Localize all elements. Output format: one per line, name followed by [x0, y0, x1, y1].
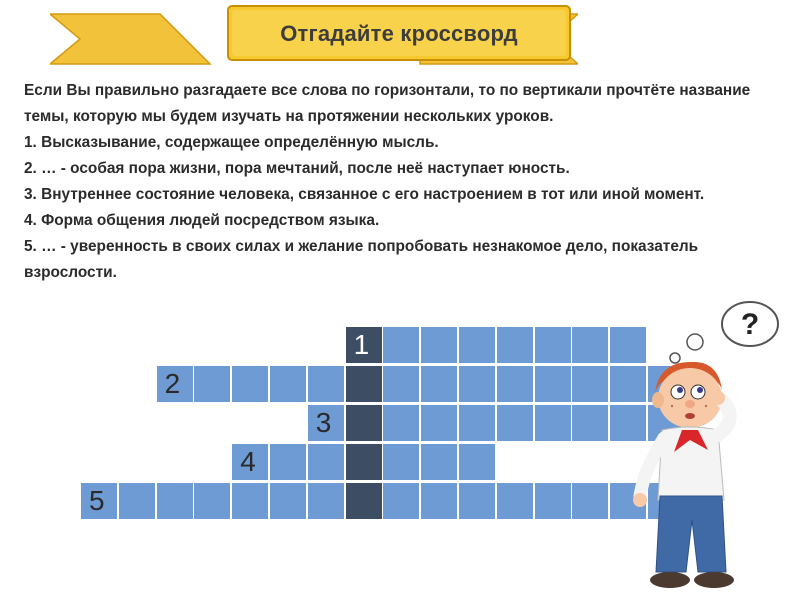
page-title: Отгадайте кроссворд	[280, 21, 518, 46]
crossword-cell[interactable]	[534, 404, 572, 442]
row-number-1: 1	[353, 329, 370, 360]
clue-2: 2. … - особая пора жизни, пора мечтаний, после неё наступает юность.	[24, 160, 570, 177]
crossword-cell[interactable]	[534, 365, 572, 403]
clue-4: 4. Форма общения людей посредством языка.	[24, 212, 380, 229]
thinking-boy-illustration	[600, 300, 800, 600]
clue-5: 5. … - уверенность в своих силах и желание попробовать незнакомое дело, показатель взрослости.	[24, 238, 699, 281]
crossword-cell[interactable]	[496, 365, 534, 403]
crossword-cell[interactable]	[382, 443, 420, 481]
row-number-2: 2	[164, 368, 181, 399]
crossword-cell[interactable]	[458, 404, 496, 442]
crossword-cell[interactable]	[534, 326, 572, 364]
question-mark: ?	[740, 308, 760, 341]
crossword-cell[interactable]	[382, 365, 420, 403]
crossword-cell[interactable]	[193, 365, 231, 403]
crossword-cell[interactable]	[382, 326, 420, 364]
crossword-key-cell[interactable]	[345, 365, 383, 403]
row-number-3: 3	[315, 407, 332, 438]
crossword-cell[interactable]	[118, 482, 156, 520]
crossword-cell[interactable]	[420, 365, 458, 403]
crossword-cell[interactable]	[269, 365, 307, 403]
crossword-cell[interactable]	[156, 482, 194, 520]
crossword-cell[interactable]	[420, 404, 458, 442]
crossword-cell[interactable]	[458, 482, 496, 520]
instructions	[24, 78, 784, 286]
crossword-cell[interactable]	[420, 326, 458, 364]
crossword-key-cell[interactable]	[345, 404, 383, 442]
crossword-cell[interactable]	[231, 365, 269, 403]
crossword-cell[interactable]	[307, 443, 345, 481]
crossword-cell[interactable]	[420, 443, 458, 481]
crossword-cell[interactable]	[496, 482, 534, 520]
crossword-cell[interactable]	[534, 482, 572, 520]
crossword-cell[interactable]	[382, 404, 420, 442]
crossword-cell[interactable]	[458, 443, 496, 481]
row-number-4: 4	[240, 446, 256, 477]
crossword-cell[interactable]	[496, 404, 534, 442]
crossword-cell[interactable]	[382, 482, 420, 520]
crossword-cell[interactable]	[269, 482, 307, 520]
crossword-cell[interactable]	[496, 326, 534, 364]
intro-text: Если Вы правильно разгадаете все слова по горизонтали, то по вертикали прочтёте название темы, которую мы будем изучать на протяжении нескольких уроков.	[24, 82, 751, 125]
crossword-cell[interactable]	[307, 365, 345, 403]
crossword-cell[interactable]	[269, 443, 307, 481]
crossword-cell[interactable]	[458, 326, 496, 364]
crossword-cell[interactable]	[231, 482, 269, 520]
clue-1: 1. Высказывание, содержащее определённую мысль.	[24, 134, 439, 151]
row-number-5: 5	[89, 485, 105, 516]
crossword-key-cell[interactable]	[345, 482, 383, 520]
crossword-key-cell[interactable]	[345, 443, 383, 481]
crossword-cell[interactable]	[307, 482, 345, 520]
crossword-cell[interactable]	[193, 482, 231, 520]
crossword-cell[interactable]	[458, 365, 496, 403]
crossword-cell[interactable]	[420, 482, 458, 520]
clue-3: 3. Внутреннее состояние человека, связанное с его настроением в тот или иной момент.	[24, 186, 705, 203]
